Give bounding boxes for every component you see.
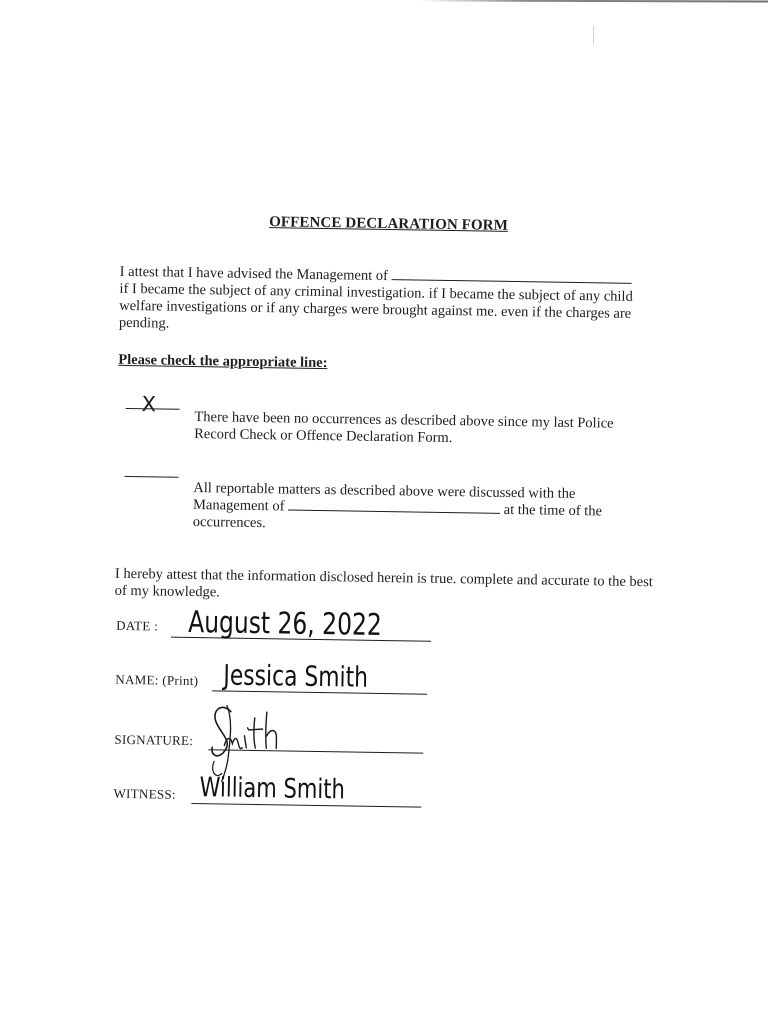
witness-value: William Smith — [199, 772, 346, 806]
check-mark: X — [141, 392, 157, 417]
signature-label: SIGNATURE: — [114, 731, 194, 749]
intro-paragraph — [119, 264, 660, 340]
option-1-text: There have been no occurrences as described above since my last Police Record Check or Offence Declaration Form. — [194, 409, 614, 447]
management-name-line[interactable] — [391, 279, 631, 284]
witness-label: WITNESS: — [113, 785, 177, 802]
option-2-text — [193, 480, 654, 538]
option-2-check-line[interactable] — [125, 476, 179, 478]
date-value: August 26, 2022 — [187, 604, 383, 643]
form-title: OFFENCE DECLARATION FORM — [269, 214, 509, 234]
name-label: NAME: (Print) — [115, 671, 199, 689]
name-value: Jessica Smith — [223, 658, 369, 694]
option-2-text-1: All reportable matters as described above were discussed with the — [193, 480, 576, 503]
check-heading: Please check the appropriate line: — [118, 351, 328, 372]
date-label: DATE : — [116, 617, 159, 634]
attest-paragraph: I hereby attest that the information disclosed herein is true. complete and accurate to the best of my knowledge. — [114, 565, 653, 601]
intro-text: I attest that I have advised the Management of — [119, 263, 392, 285]
option-2-text-2: Management of — [192, 497, 289, 515]
option-2-text-3: at the time of the — [499, 501, 603, 520]
option-2-text-4: occurrences. — [192, 513, 266, 532]
intro-text-continued: if I became the subject of any criminal investigation. if I became the subject of any child welfare investigations or if any charges were brought against me. even if the charges are pending. — [118, 280, 633, 332]
option-2-management-line[interactable] — [288, 509, 500, 513]
